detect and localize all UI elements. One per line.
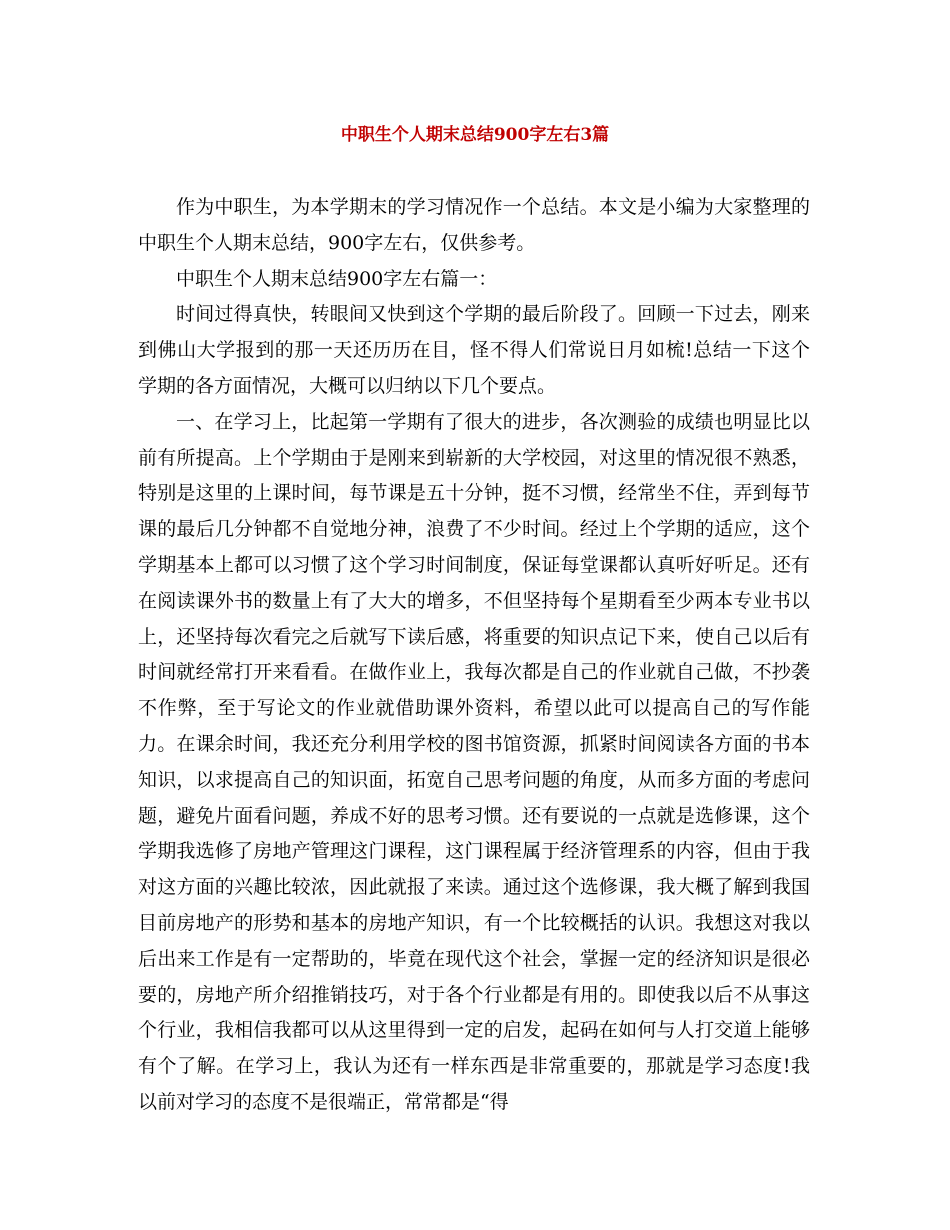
body-paragraph: 时间过得真快，转眼间又快到这个学期的最后阶段了。回顾一下过去，刚来到佛山大学报到的那一天还历历在目，怪不得人们常说日月如梳!总结一下这个学期的各方面情况，大概可以归纳以下几个要点。 bbox=[138, 303, 810, 397]
document-body bbox=[138, 190, 810, 1121]
document-title: 中职生个人期末总结900字左右3篇 bbox=[340, 125, 610, 145]
intro-paragraph: 作为中职生，为本学期末的学习情况作一个总结。本文是小编为大家整理的中职生个人期末总结，900字左右，仅供参考。 bbox=[138, 196, 810, 254]
section-heading: 中职生个人期末总结900字左右篇一： bbox=[176, 267, 498, 290]
body-paragraph: 一、在学习上，比起第一学期有了很大的进步，各次测验的成绩也明显比以前有所提高。上个学期由于是刚来到崭新的大学校园，对这里的情况很不熟悉，特别是这里的上课时间，每节课是五十分钟，挺不习惯，经常坐不住，弄到每节课的最后几分钟都不自觉地分神，浪费了不少时间。经过上个学期的适应，这个学期基本上都可以习惯了这个学习时间制度，保证每堂课都认真听好听足。还有在阅读课外书的数量上有了大大的增多，不但坚持每个星期看至少两本专业书以上，还坚持每次看完之后就写下读后感，将重要的知识点记下来，使自己以后有时间就经常打开来看看。在做作业上，我每次都是自己的作业就自己做，不抄袭不作弊，至于写论文的作业就借助课外资料，希望以此可以提高自己的写作能力。在课余时间，我还充分利用学校的图书馆资源，抓紧时间阅读各方面的书本知识，以求提高自己的知识面，拓宽自己思考问题的角度，从而多方面的考虑问题，避免片面看问题，养成不好的思考习惯。还有要说的一点就是选修课，这个学期我选修了房地产管理这门课程，这门课程属于经济管理系的内容，但由于我对这方面的兴趣比较浓，因此就报了来读。通过这个选修课，我大概了解到我国目前房地产的形势和基本的房地产知识，有一个比较概括的认识。我想这对我以后出来工作是有一定帮助的，毕竟在现代这个社会，掌握一定的经济知识是很必要的，房地产所介绍推销技巧，对于各个行业都是有用的。即使我以后不从事这个行业，我相信我都可以从这里得到一定的启发，起码在如何与人打交道上能够有个了解。在学习上，我认为还有一样东西是非常重要的，那就是学习态度!我以前对学习的态度不是很端正，常常都是“得 bbox=[138, 410, 810, 1113]
